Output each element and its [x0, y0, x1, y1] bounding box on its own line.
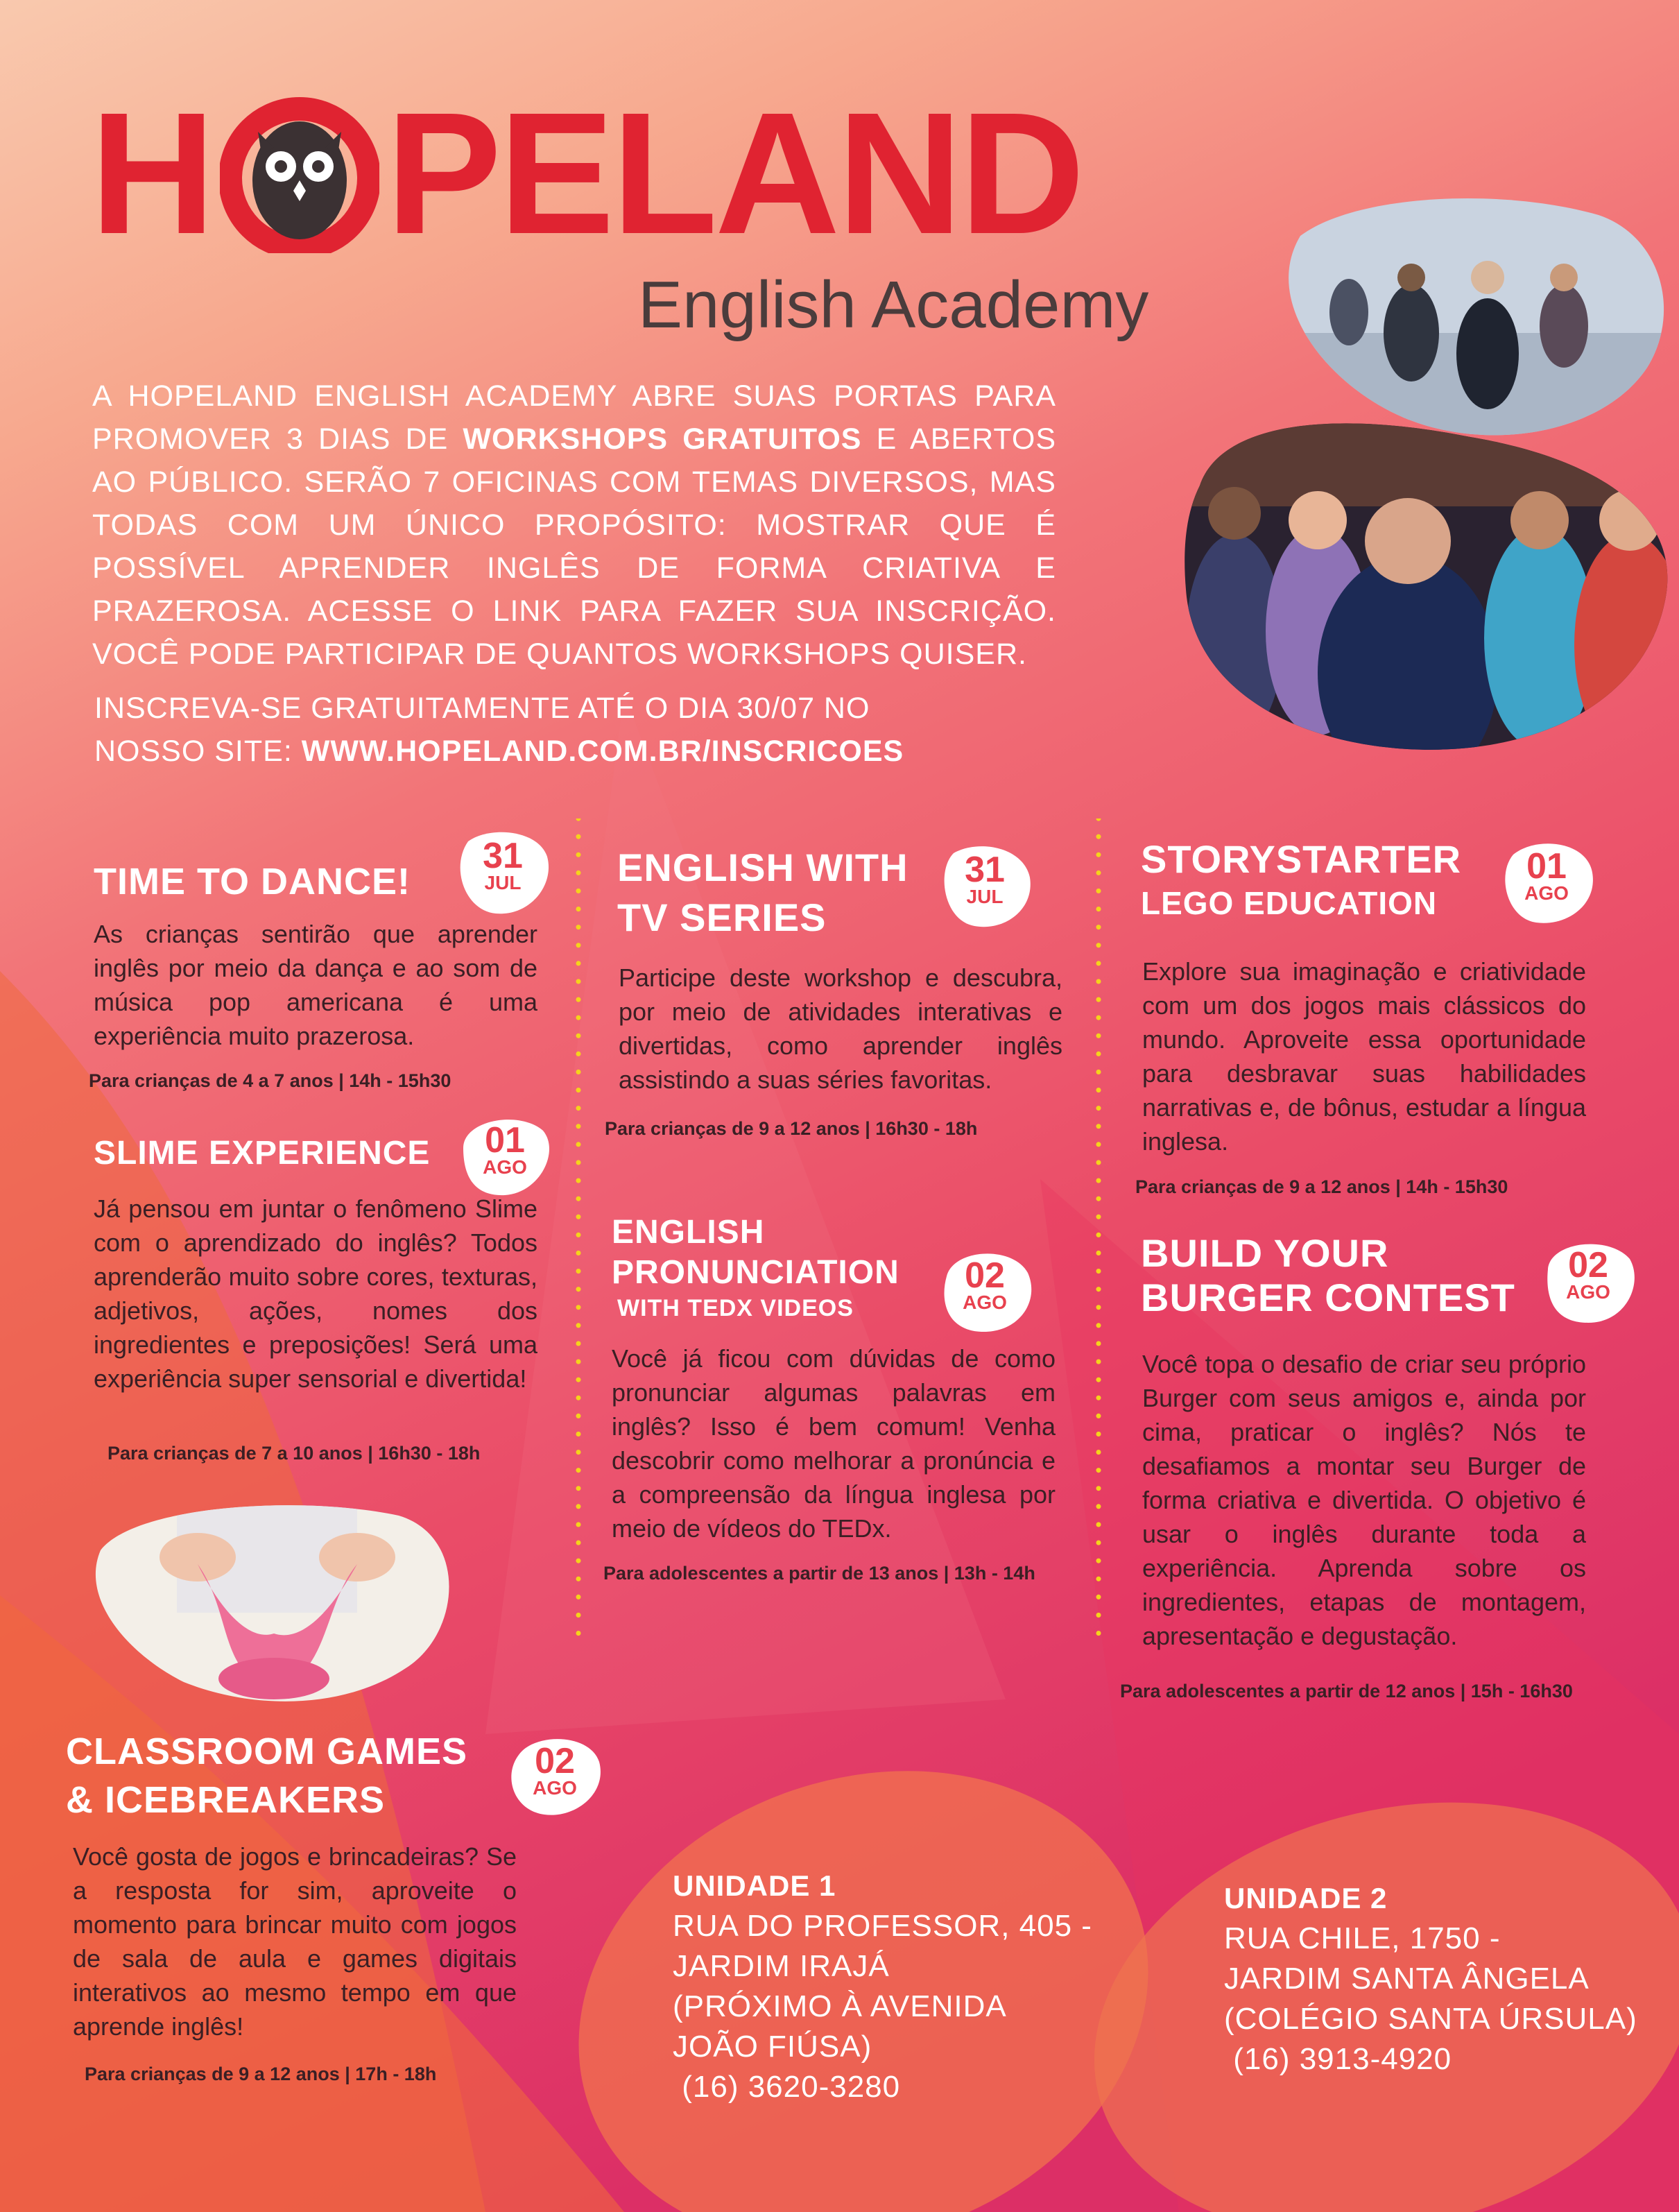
title-line-2: PRONUNCIATION — [612, 1254, 899, 1291]
badge-month: AGO — [533, 1777, 577, 1799]
title-line-2: LEGO EDUCATION — [1141, 885, 1438, 921]
title-line-1: BUILD YOUR — [1141, 1231, 1389, 1275]
badge-day: 02 — [965, 1255, 1005, 1296]
unit-1-address — [673, 1866, 1092, 2107]
address-line: (PRÓXIMO À AVENIDA — [673, 1989, 1007, 2023]
workshop-audience-time: Para adolescentes a partir de 12 anos | 15h - 16h30 — [1120, 1681, 1573, 1701]
badge-month: AGO — [483, 1156, 527, 1178]
workshop-title-burger-contest — [1141, 1231, 1515, 1320]
workshop-title-slime: SLIME EXPERIENCE — [94, 1135, 431, 1172]
badge-month: AGO — [1524, 882, 1569, 904]
badge-day: 31 — [483, 836, 523, 876]
intro-paragraph — [92, 375, 1056, 676]
date-badge — [936, 1249, 1033, 1336]
badge-month: JUL — [484, 872, 522, 893]
workshop-description: Você topa o desafio de criar seu próprio Burger com seus amigos e, ainda por cima, praticar o inglês? Nós te desafiamos a montar seu Burger de forma criativa e divertida. O objetivo é usar o inglês durante toda a experiência. Aprenda sobre os ingredientes, etapas de montagem, apresentação e degustação. — [1142, 1350, 1586, 1650]
date-badge — [454, 829, 551, 916]
signup-block — [94, 687, 1065, 773]
badge-day: 02 — [535, 1741, 575, 1781]
title-line-2: & ICEBREAKERS — [66, 1779, 386, 1821]
workshop-audience-time: Para adolescentes a partir de 13 anos | 13h - 14h — [603, 1563, 1035, 1584]
phone-number: (16) 3620-3280 — [673, 2070, 901, 2104]
divider-dots-left — [576, 818, 581, 1637]
address-line: JARDIM SANTA ÂNGELA — [1224, 1962, 1590, 1996]
date-badge — [506, 1734, 603, 1821]
workshop-title-time-to-dance: TIME TO DANCE! — [94, 861, 411, 902]
date-badge — [936, 843, 1033, 930]
intro-text-1: A HOPELAND ENGLISH ACADEMY ABRE SUAS PORTAS PARA PROMOVER 3 DIAS DE — [92, 379, 1056, 456]
badge-month: JUL — [966, 886, 1004, 907]
workshop-description: Já pensou em juntar o fenômeno Slime com o aprendizado do inglês? Todos aprenderão muito sobre cores, texturas, adjetivos, ações, nomes dos ingredientes e preposições! Será uma experiência super sensorial e divertida! — [94, 1194, 537, 1393]
workshop-description: Você já ficou com dúvidas de como pronunciar algumas palavras em inglês? Isso é bem comum! Venha descobrir como melhorar a pronúncia e a compreensão da língua inglesa por meio de vídeos do TEDx. — [612, 1344, 1056, 1543]
badge-month: AGO — [1566, 1281, 1610, 1303]
workshop-title-tv-series — [617, 843, 909, 943]
address-line: RUA DO PROFESSOR, 405 - — [673, 1909, 1092, 1943]
title-line-1: ENGLISH WITH — [617, 846, 909, 889]
divider-dots-right — [1096, 818, 1101, 1637]
workshop-description: As crianças sentirão que aprender inglês por meio da dança e ao som de música pop americana é uma experiência muito prazerosa. — [94, 920, 537, 1050]
owl-logo-icon — [220, 94, 379, 253]
address-line: RUA CHILE, 1750 - — [1224, 1921, 1501, 1955]
address-line: JOÃO FIÚSA) — [673, 2030, 872, 2064]
signup-url-line — [94, 730, 1065, 773]
tv-series-photo — [1179, 409, 1678, 756]
badge-month: AGO — [963, 1292, 1007, 1313]
unit-heading: UNIDADE 2 — [1224, 1882, 1388, 1914]
logo-letter-h: H — [90, 76, 213, 270]
badge-day: 01 — [1526, 846, 1567, 886]
badge-day: 01 — [485, 1120, 525, 1160]
workshop-audience-time: Para crianças de 7 a 10 anos | 16h30 - 18h — [107, 1443, 481, 1464]
title-line-1: CLASSROOM GAMES — [66, 1731, 468, 1772]
badge-day: 31 — [965, 850, 1005, 890]
workshop-audience-time: Para crianças de 4 a 7 anos | 14h - 15h30 — [89, 1070, 451, 1091]
unit-2-address — [1224, 1878, 1637, 2080]
unit-heading: UNIDADE 1 — [673, 1869, 836, 1902]
title-line-2: TV SERIES — [617, 895, 827, 939]
address-line: JARDIM IRAJÁ — [673, 1949, 890, 1983]
date-badge — [456, 1113, 553, 1201]
brand-subtitle: English Academy — [638, 268, 1149, 342]
workshop-audience-time: Para crianças de 9 a 12 anos | 14h - 15h30 — [1135, 1176, 1508, 1197]
date-badge — [1498, 839, 1595, 927]
intro-highlight: WORKSHOPS GRATUITOS — [463, 422, 862, 456]
title-line-3: WITH TEDX VIDEOS — [617, 1295, 854, 1321]
signup-url-link[interactable]: WWW.HOPELAND.COM.BR/INSCRICOES — [301, 735, 904, 768]
workshop-description: Participe deste workshop e descubra, por meio de atividades interativas e divertidas, como aprender inglês assistindo a suas séries favoritas. — [619, 963, 1062, 1094]
badge-day: 02 — [1568, 1245, 1608, 1285]
signup-prefix: NOSSO SITE: — [94, 735, 302, 768]
workshop-audience-time: Para crianças de 9 a 12 anos | 16h30 - 18h — [605, 1118, 978, 1139]
title-line-1: STORYSTARTER — [1141, 837, 1462, 881]
date-badge — [1540, 1238, 1637, 1326]
workshop-audience-time: Para crianças de 9 a 12 anos | 17h - 18h — [85, 2064, 437, 2084]
logo — [90, 76, 1083, 270]
workshop-title-storystarter — [1141, 836, 1461, 923]
workshop-title-pronunciation — [612, 1212, 899, 1323]
signup-line: INSCREVA-SE GRATUITAMENTE ATÉ O DIA 30/07 NO — [94, 692, 870, 725]
title-line-1: ENGLISH — [612, 1214, 765, 1251]
logo-letters-peland: PELAND — [386, 76, 1083, 270]
slime-photo — [94, 1502, 454, 1710]
phone-number: (16) 3913-4920 — [1224, 2042, 1452, 2076]
workshop-description: Você gosta de jogos e brincadeiras? Se a resposta for sim, aproveite o momento para brincar muito com jogos de sala de aula e games digitais interativos ao mesmo tempo em que aprende inglês! — [73, 1842, 517, 2041]
title-line-2: BURGER CONTEST — [1141, 1276, 1515, 1319]
address-line: (COLÉGIO SANTA ÚRSULA) — [1224, 2002, 1637, 2036]
workshop-description: Explore sua imaginação e criatividade com um dos jogos mais clássicos do mundo. Aproveite essa oportunidade para desbravar suas habilidades narrativas e, de bônus, estudar a língua inglesa. — [1142, 957, 1586, 1156]
dance-photo — [1273, 194, 1668, 444]
intro-text-2: E ABERTOS AO PÚBLICO. SERÃO 7 OFICINAS COM TEMAS DIVERSOS, MAS TODAS COM UM ÚNICO PROPÓSITO: MOSTRAR QUE É POSSÍVEL APRENDER INGLÊS DE FORMA CRIATIVA E PRAZEROSA. ACESSE O LINK PARA FAZER SUA INSCRIÇÃO. VOCÊ PODE PARTICIPAR DE QUANTOS WORKSHOPS QUISER. — [92, 422, 1056, 671]
workshop-title-classroom-games — [66, 1727, 467, 1824]
